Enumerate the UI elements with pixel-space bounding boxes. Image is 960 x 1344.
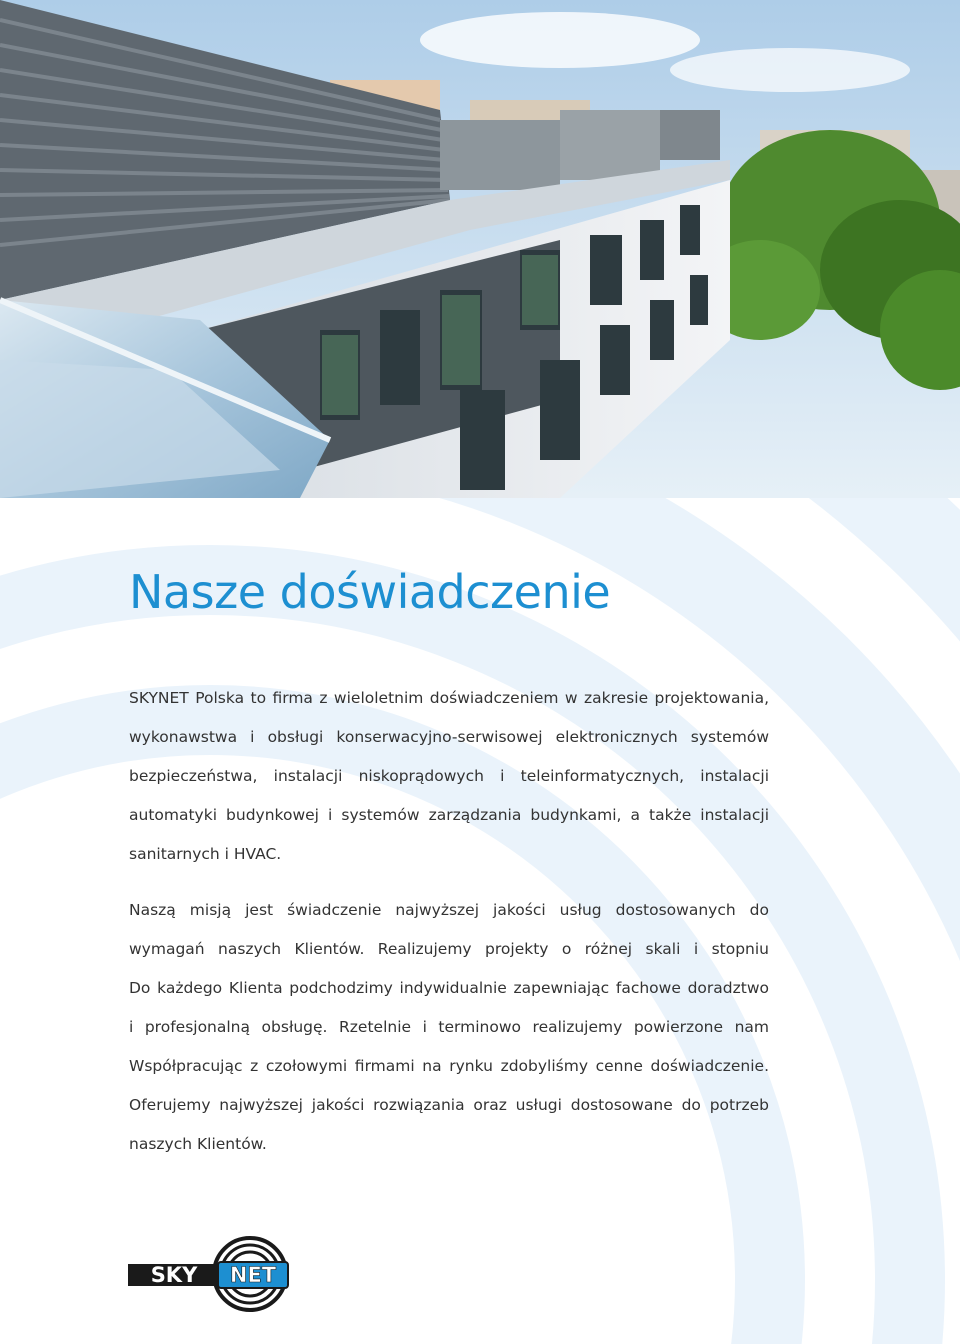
- logo-text-left: SKY: [150, 1263, 198, 1287]
- skynet-logo: [128, 1234, 292, 1314]
- text-line: Naszą misją jest świadczenie najwyższej jakości usług dostosowanych do: [129, 901, 769, 920]
- text-line: wykonawstwa i obsługi konserwacyjno-serwisowej elektronicznych systemów: [129, 727, 769, 746]
- text-line: bezpieczeństwa, instalacji niskoprądowych i teleinformatycznych, instalacji: [129, 766, 769, 785]
- text-line: i profesjonalną obsługę. Rzetelnie i terminowo realizujemy powierzone nam: [129, 1018, 769, 1037]
- building-rooftop-photo: [0, 0, 960, 498]
- paragraph-intro: [129, 679, 769, 873]
- skynet-logo-icon: [128, 1234, 292, 1314]
- text-line: Współpracując z czołowymi firmami na rynku zdobyliśmy cenne doświadczenie.: [129, 1057, 769, 1076]
- text-line: Do każdego Klienta podchodzimy indywidualnie zapewniając fachowe doradztwo: [129, 979, 769, 998]
- text-line: automatyki budynkowej i systemów zarządzania budynkami, a także instalacji: [129, 805, 769, 824]
- text-line: Oferujemy najwyższej jakości rozwiązania oraz usługi dostosowane do potrzeb: [129, 1095, 769, 1114]
- text-line: sanitarnych i HVAC.: [129, 844, 282, 863]
- logo-text-right: NET: [229, 1263, 277, 1287]
- text-line: wymagań naszych Klientów. Realizujemy projekty o różnej skali i stopniu: [129, 940, 769, 959]
- page-title: Nasze doświadczenie: [129, 565, 611, 619]
- text-line: naszych Klientów.: [129, 1134, 267, 1153]
- paragraph-mission: [129, 891, 769, 1163]
- text-line: SKYNET Polska to firma z wieloletnim doświadczeniem w zakresie projektowania,: [129, 689, 769, 707]
- hero-photo: [0, 0, 960, 498]
- body-content: [129, 679, 769, 1164]
